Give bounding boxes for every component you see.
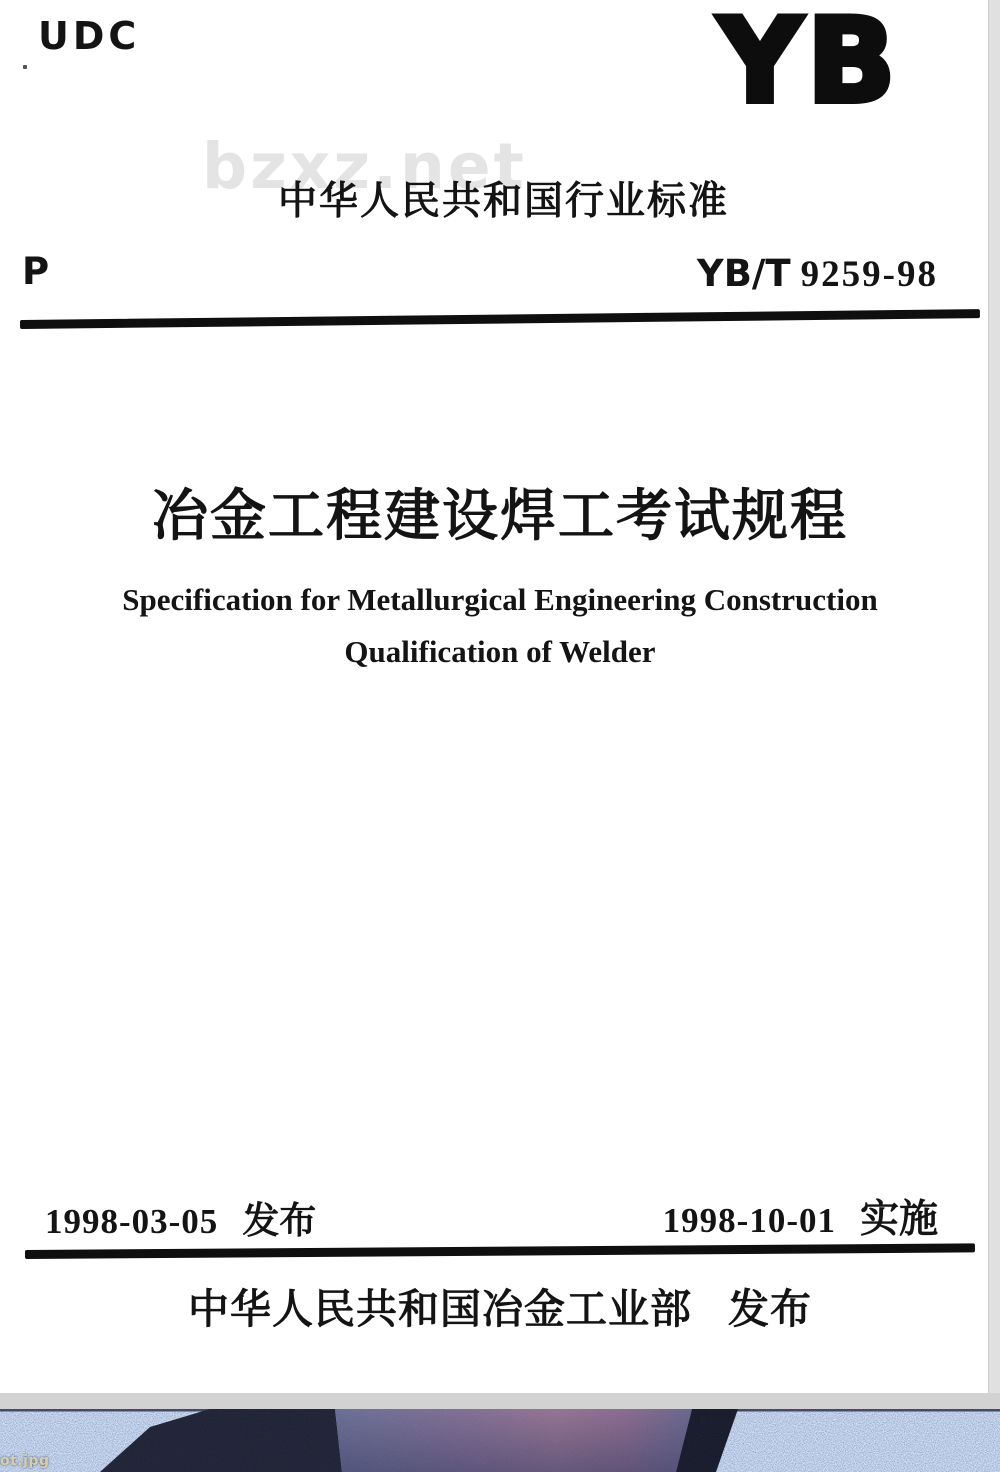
- standard-code-number: 9259-98: [800, 254, 938, 295]
- publisher-line: [0, 1276, 1000, 1335]
- scan-speck: [23, 65, 27, 69]
- photo-texture: [0, 1409, 1000, 1472]
- udc-label: UDC: [38, 14, 141, 58]
- title-chinese: 冶金工程建设焊工考试规程: [152, 484, 848, 549]
- divider-bar-top: [20, 309, 980, 329]
- implementation-date-line: [663, 1188, 938, 1244]
- standard-code: [697, 252, 938, 296]
- photo-fleck-overlay: [0, 1409, 1000, 1472]
- watermark-text: bzxz.net: [202, 130, 527, 203]
- standard-code-prefix: YB/T: [696, 252, 791, 295]
- title-english-line1: Specification for Metallurgical Engineering Construction: [122, 582, 878, 617]
- corner-filename-note: ot.jpg: [0, 1453, 50, 1469]
- scan-edge-strip: [988, 0, 1000, 1394]
- classification-label: P: [22, 250, 50, 293]
- standard-type-heading: 中华人民共和国行业标准: [278, 179, 730, 224]
- publisher-action: 发布: [728, 1285, 812, 1333]
- yb-agency-logo: YB: [718, 0, 901, 129]
- issue-date: 1998-03-05: [45, 1202, 219, 1241]
- issue-label: 发布: [242, 1199, 317, 1242]
- implementation-date: 1998-10-01: [662, 1201, 836, 1240]
- scan-gray-band: [0, 1393, 1000, 1409]
- title-english-line2: Qualification of Welder: [344, 634, 656, 669]
- publisher-name: 中华人民共和国冶金工业部: [188, 1285, 692, 1333]
- photo-strip: [0, 1409, 1000, 1472]
- issue-date-line: [45, 1190, 316, 1244]
- implementation-label: 实施: [859, 1197, 938, 1242]
- divider-bar-bottom: [25, 1243, 975, 1259]
